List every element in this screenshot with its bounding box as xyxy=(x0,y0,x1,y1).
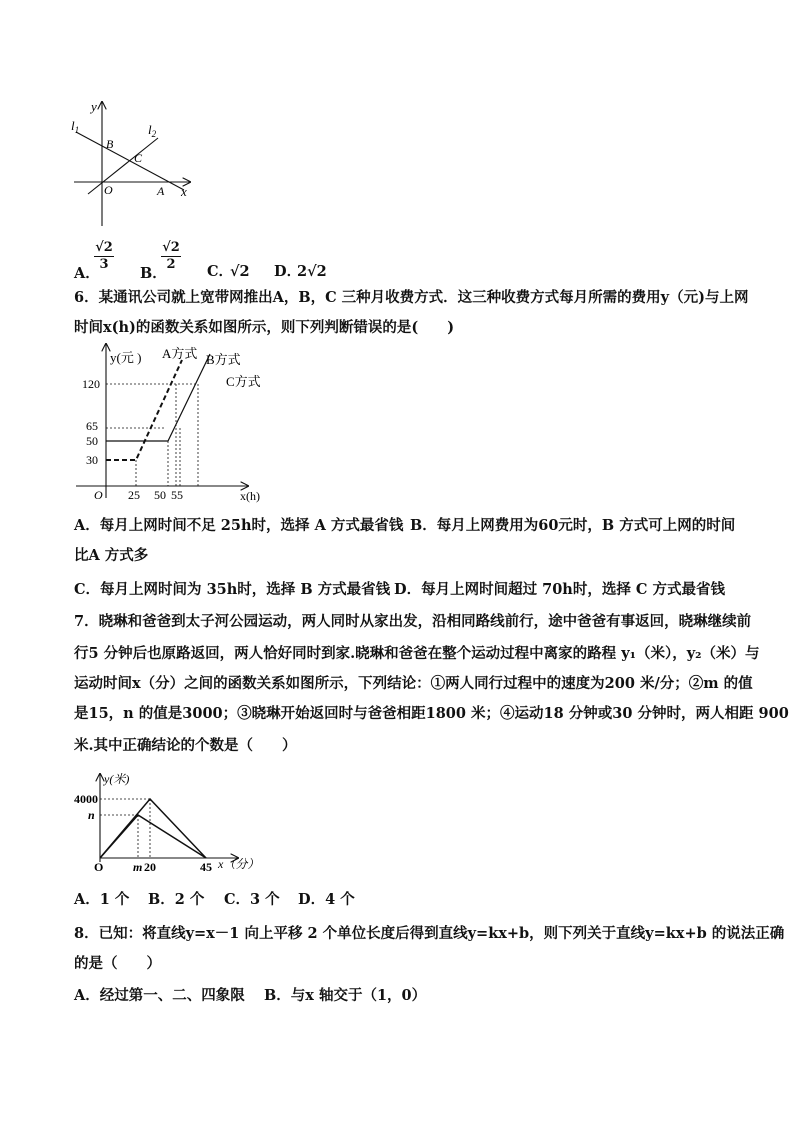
y-tick-65: 65 xyxy=(86,419,98,433)
q6-option-b-cont: 比A 方式多 xyxy=(74,547,149,564)
series-y2-line xyxy=(100,815,206,858)
x-tick-55: 55 xyxy=(171,488,183,502)
y-tick-50: 50 xyxy=(86,434,98,448)
x-tick-m: m xyxy=(133,860,143,874)
x-tick-50: 50 xyxy=(154,488,166,502)
origin-label: O xyxy=(94,860,104,874)
point-b-label: B xyxy=(106,137,114,151)
q8-text-line1: 8．已知：将直线y=x－1 向上平移 2 个单位长度后得到直线y=kx+b，则下列关于直线y=kx+b 的说法正确 xyxy=(74,925,785,942)
point-c-label: C xyxy=(134,151,143,165)
q7-text-line2: 行5 分钟后也原路返回，两人恰好同时到家.晓琳和爸爸在整个运动过程中离家的路程 y₁（米），y₂（米）与 xyxy=(74,645,760,662)
y-tick-n: n xyxy=(88,808,95,822)
q8-option-b[interactable]: B．与x 轴交于（1，0） xyxy=(264,987,427,1004)
x-axis-label: x xyxy=(181,184,187,199)
q6-option-a[interactable]: A．每月上网时间不足 25h时，选择 A 方式最省钱 xyxy=(74,517,404,534)
q6-option-d[interactable]: D．每月上网时间超过 70h时，选择 C 方式最省钱 xyxy=(394,581,725,598)
q6-text-line1: 6．某通讯公司就上宽带网推出A，B，C 三种月收费方式．这三种收费方式每月所需的费用y（元)与上网 xyxy=(74,289,749,306)
q7-option-c[interactable]: C．3 个 xyxy=(224,891,280,908)
line-l2 xyxy=(88,138,158,194)
q7-text-line3: 运动时间x（分）之间的函数关系如图所示，下列结论：①两人同行过程中的速度为200 米/分；②m 的值 xyxy=(74,675,753,692)
q5-option-b-fraction: $\frac{√2}{2}$ xyxy=(162,240,180,272)
x-axis-label: x（分） xyxy=(218,857,260,871)
q7-option-b[interactable]: B．2 个 xyxy=(148,891,205,908)
l1-label: $l_1$ xyxy=(71,118,80,135)
origin-label: O xyxy=(104,183,113,197)
series-y1-line xyxy=(100,799,206,858)
y-axis-label: y xyxy=(91,99,97,114)
figure-q7 xyxy=(72,770,272,876)
q5-option-b-label[interactable]: B． xyxy=(140,265,167,282)
q8-text-line2: 的是（ ） xyxy=(74,955,161,972)
q5-option-c-value: √2 xyxy=(230,263,250,280)
q6-option-b[interactable]: B．每月上网费用为60元时，B 方式可上网的时间 xyxy=(410,517,736,534)
q5-option-d-label[interactable]: D． xyxy=(274,263,302,280)
y-axis-label: y(米) xyxy=(104,772,130,786)
q7-text-line1: 7．晓琳和爸爸到太子河公园运动，两人同时从家出发，沿相同路线前行，途中爸爸有事返回，晓琳继续前 xyxy=(74,613,752,630)
x-tick-20: 20 xyxy=(144,860,156,874)
reference-lines xyxy=(106,384,198,486)
q7-option-d[interactable]: D．4 个 xyxy=(298,891,355,908)
q5-option-a-label[interactable]: A． xyxy=(74,265,100,282)
y-tick-30: 30 xyxy=(86,453,98,467)
figure-q5 xyxy=(66,98,196,228)
origin-label: O xyxy=(94,488,103,502)
y-tick-4000: 4000 xyxy=(74,792,98,806)
y-tick-120: 120 xyxy=(82,377,100,391)
q6-option-c[interactable]: C．每月上网时间为 35h时，选择 B 方式最省钱 xyxy=(74,581,391,598)
q5-option-c-label[interactable]: C． xyxy=(207,263,234,280)
x-tick-25: 25 xyxy=(128,488,140,502)
q7-text-line5: 米.其中正确结论的个数是（ ） xyxy=(74,737,297,754)
q5-option-a-fraction: $\frac{√2}{3}$ xyxy=(95,240,113,272)
x-tick-45: 45 xyxy=(200,860,212,874)
series-a-label: A方式 xyxy=(162,346,198,361)
q5-option-d-value: 2√2 xyxy=(297,263,327,280)
series-b-label: B方式 xyxy=(206,352,241,367)
q7-text-line4: 是15，n 的值是3000；③晓琳开始返回时与爸爸相距1800 米；④运动18 分钟或30 分钟时，两人相距 900 xyxy=(74,705,789,722)
q8-option-a[interactable]: A．经过第一、二、四象限 xyxy=(74,987,245,1004)
x-axis-label: x(h) xyxy=(240,489,260,503)
y-axis-label: y(元 ) xyxy=(110,350,142,365)
q6-text-line2: 时间x(h)的函数关系如图所示，则下列判断错误的是( ) xyxy=(74,319,455,336)
point-a-label: A xyxy=(157,184,165,198)
l2-label: $l_2$ xyxy=(148,122,157,139)
figure-q6 xyxy=(70,340,280,506)
series-a-line xyxy=(106,360,182,460)
series-c-label: C方式 xyxy=(226,374,261,389)
q7-option-a[interactable]: A．1 个 xyxy=(74,891,130,908)
